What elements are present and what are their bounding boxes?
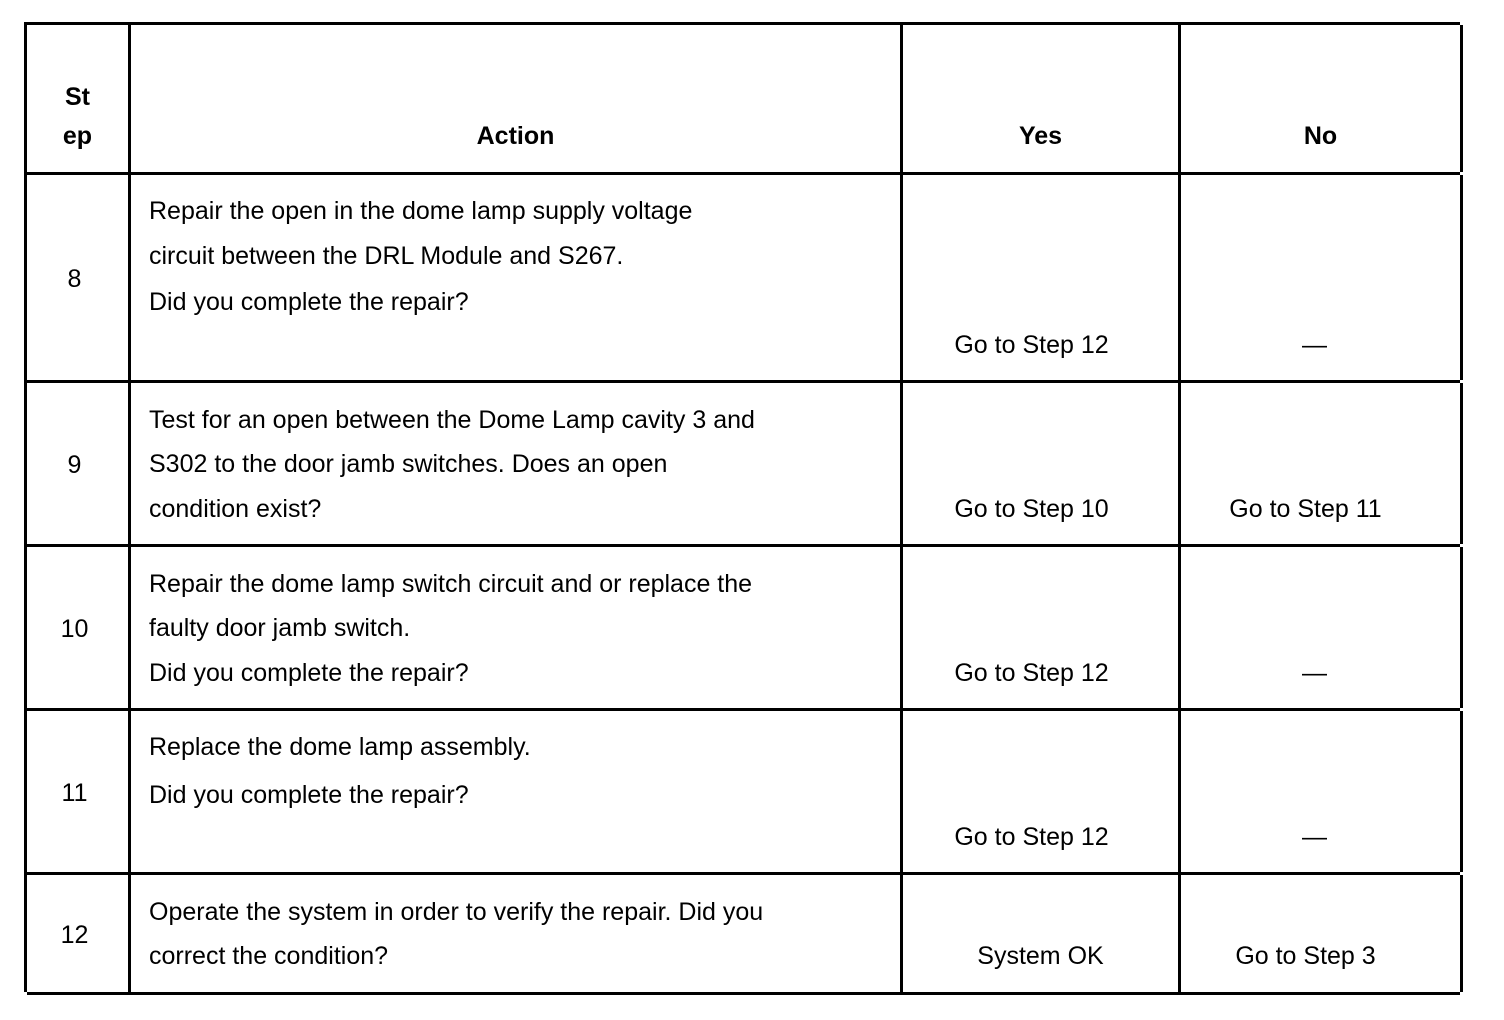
no-answer: Go to Step 3 — [1235, 942, 1376, 970]
header-no-cell — [1181, 25, 1463, 172]
no-cell — [1181, 711, 1463, 872]
action-cell — [131, 875, 903, 992]
action-line: Test for an open between the Dome Lamp cavity 3 and — [149, 406, 755, 434]
step-cell — [27, 175, 131, 380]
yes-answer: Go to Step 10 — [954, 495, 1109, 523]
no-cell — [1181, 175, 1463, 380]
action-cell — [131, 711, 903, 872]
yes-answer: Go to Step 12 — [954, 823, 1109, 851]
action-line: faulty door jamb switch. — [149, 614, 411, 642]
action-cell — [131, 383, 903, 544]
table-row — [27, 547, 1460, 711]
no-cell — [1181, 547, 1463, 708]
action-cell — [131, 547, 903, 708]
action-line: correct the condition? — [149, 942, 389, 970]
yes-cell — [903, 175, 1181, 380]
header-step-line2: ep — [62, 122, 93, 150]
yes-cell — [903, 711, 1181, 872]
step-number: 8 — [67, 265, 82, 293]
header-yes-cell — [903, 25, 1181, 172]
action-line: S302 to the door jamb switches. Does an open — [149, 450, 668, 478]
header-yes-label: Yes — [1018, 122, 1063, 150]
action-cell — [131, 175, 903, 380]
step-number: 9 — [67, 451, 82, 479]
step-cell — [27, 875, 131, 992]
step-cell — [27, 547, 131, 708]
no-cell — [1181, 875, 1463, 992]
step-cell — [27, 711, 131, 872]
yes-answer: Go to Step 12 — [954, 331, 1109, 359]
no-answer: Go to Step 11 — [1229, 495, 1382, 523]
table-row — [27, 711, 1460, 875]
yes-cell — [903, 875, 1181, 992]
header-step-line1: St — [65, 83, 90, 111]
no-answer: — — [1302, 659, 1327, 687]
step-cell — [27, 383, 131, 544]
yes-cell — [903, 547, 1181, 708]
table-header-row — [27, 25, 1460, 175]
action-line: condition exist? — [149, 495, 322, 523]
action-line: circuit between the DRL Module and S267. — [149, 242, 624, 270]
header-no-label: No — [1303, 122, 1338, 150]
action-line: Operate the system in order to verify the repair. Did you — [149, 898, 764, 926]
no-cell — [1181, 383, 1463, 544]
action-line: Repair the open in the dome lamp supply voltage — [149, 197, 693, 225]
yes-answer: Go to Step 12 — [954, 659, 1109, 687]
header-step-label — [27, 78, 128, 156]
step-number: 11 — [61, 779, 88, 807]
action-line: Did you complete the repair? — [149, 781, 469, 809]
yes-cell — [903, 383, 1181, 544]
table-row — [27, 875, 1460, 995]
action-line: Did you complete the repair? — [149, 659, 469, 687]
header-action-label: Action — [476, 122, 555, 150]
step-number: 12 — [60, 921, 89, 949]
no-answer: — — [1302, 823, 1327, 851]
yes-answer: System OK — [977, 942, 1104, 970]
no-answer: — — [1302, 331, 1327, 359]
action-line: Repair the dome lamp switch circuit and or replace the — [149, 570, 753, 598]
header-step-cell — [27, 25, 131, 172]
action-line: Replace the dome lamp assembly. — [149, 733, 531, 761]
header-action-cell — [131, 25, 903, 172]
action-line: Did you complete the repair? — [149, 288, 469, 316]
diagnostic-table — [24, 22, 1460, 992]
table-row — [27, 175, 1460, 383]
step-number: 10 — [60, 615, 89, 643]
table-row — [27, 383, 1460, 547]
